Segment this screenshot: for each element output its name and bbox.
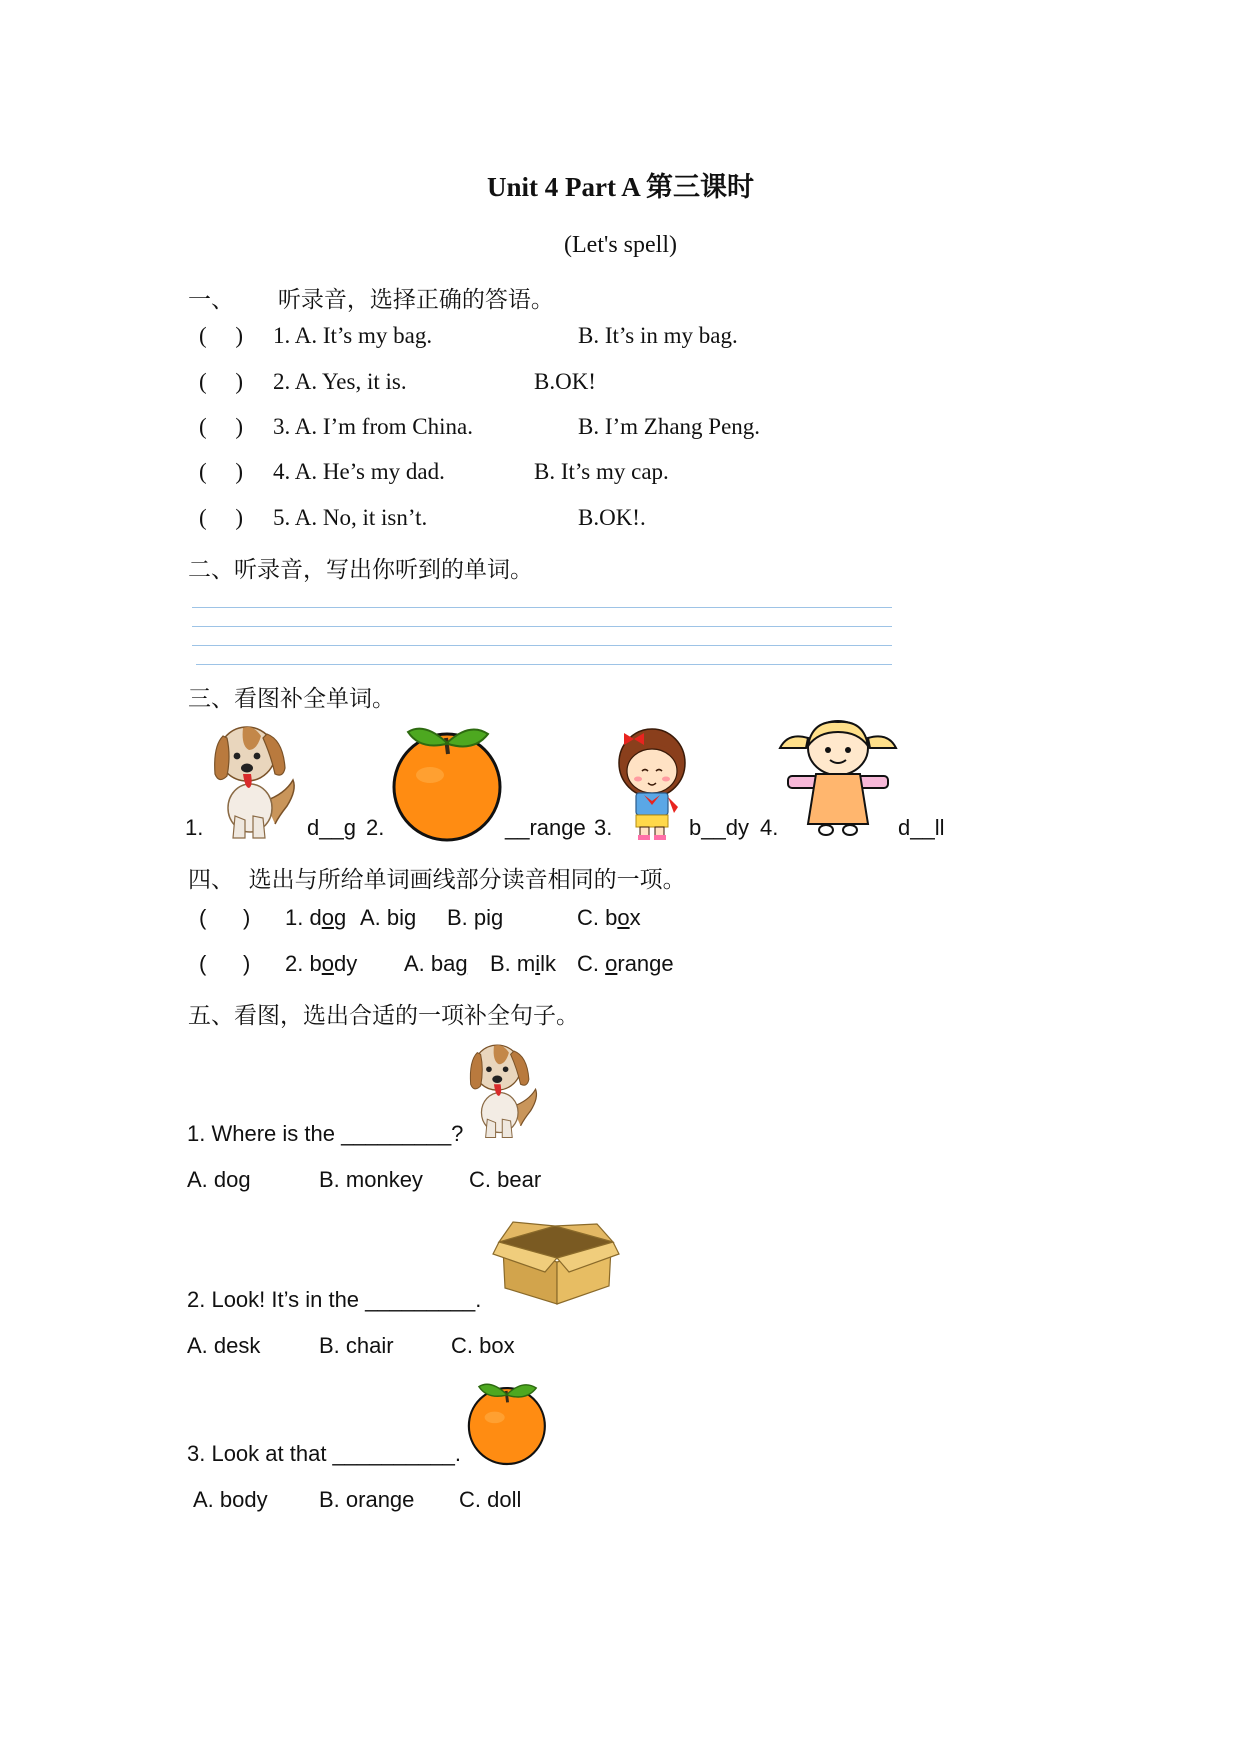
writing-line xyxy=(196,664,892,665)
orange-picture xyxy=(466,1378,552,1464)
option-a: 3. A. I’m from China. xyxy=(273,414,473,439)
option-b: B. It’s in my bag. xyxy=(578,323,738,348)
answer-paren: ( ) xyxy=(199,951,251,976)
page-title: Unit 4 Part A 第三课时 xyxy=(487,172,754,202)
section-3-heading: 三、看图补全单词。 xyxy=(188,686,395,712)
option-a: A. big xyxy=(360,905,417,930)
dog-picture xyxy=(205,716,310,841)
question-word: 1. dog xyxy=(285,905,347,930)
item-number: 2. xyxy=(366,815,385,840)
option-b: B. milk xyxy=(490,951,557,976)
option-a: A. bag xyxy=(404,951,468,976)
page-subtitle: (Let's spell) xyxy=(564,232,677,258)
option-b: B.OK! xyxy=(534,369,596,394)
question-sentence: 2. Look! It’s in the _________. xyxy=(187,1287,482,1312)
orange-picture xyxy=(390,720,510,840)
option-b: B. pig xyxy=(447,905,504,930)
option-b: B.OK!. xyxy=(578,505,646,530)
dog-picture xyxy=(462,1036,550,1140)
writing-line xyxy=(192,626,892,627)
word-blank: d__g xyxy=(307,815,356,840)
question-word: 2. body xyxy=(285,951,358,976)
option-a: 4. A. He’s my dad. xyxy=(273,459,445,484)
answer-paren: ( ) xyxy=(199,369,244,394)
item-number: 1. xyxy=(185,815,204,840)
section-5-heading: 五、看图，选出合适的一项补全句子。 xyxy=(188,1003,579,1029)
girl-picture xyxy=(612,723,692,841)
option-c: C. orange xyxy=(577,951,674,976)
box-picture xyxy=(493,1218,619,1306)
option-a: 5. A. No, it isn’t. xyxy=(273,505,428,530)
option-a: A. desk xyxy=(187,1333,261,1358)
option-c: C. bear xyxy=(469,1167,542,1192)
option-a: A. body xyxy=(193,1487,268,1512)
option-c: C. box xyxy=(577,905,641,930)
question-sentence: 1. Where is the _________? xyxy=(187,1121,464,1146)
option-b: B. monkey xyxy=(319,1167,423,1192)
option-b: B. orange xyxy=(319,1487,415,1512)
option-c: C. doll xyxy=(459,1487,522,1512)
answer-paren: ( ) xyxy=(199,905,251,930)
word-blank: d__ll xyxy=(898,815,945,840)
option-a: 1. A. It’s my bag. xyxy=(273,323,433,348)
option-b: B. chair xyxy=(319,1333,394,1358)
section-2-heading: 二、听录音，写出你听到的单词。 xyxy=(188,557,533,583)
answer-paren: ( ) xyxy=(199,505,244,530)
answer-paren: ( ) xyxy=(199,459,244,484)
option-b: B. I’m Zhang Peng. xyxy=(578,414,761,439)
doll-picture xyxy=(778,718,898,840)
option-b: B. It’s my cap. xyxy=(534,459,669,484)
answer-paren: ( ) xyxy=(199,414,244,439)
option-a: A. dog xyxy=(187,1167,251,1192)
word-blank: b__dy xyxy=(689,815,749,840)
writing-line xyxy=(192,607,892,608)
option-c: C. box xyxy=(451,1333,515,1358)
word-blank: __range xyxy=(505,815,586,840)
section-4-heading: 四、 选出与所给单词画线部分读音相同的一项。 xyxy=(188,867,686,893)
question-sentence: 3. Look at that __________. xyxy=(187,1441,462,1466)
answer-paren: ( ) xyxy=(199,323,244,348)
item-number: 4. xyxy=(760,815,779,840)
writing-line xyxy=(192,645,892,646)
option-a: 2. A. Yes, it is. xyxy=(273,369,407,394)
item-number: 3. xyxy=(594,815,613,840)
section-1-heading: 一、 听录音，选择正确的答语。 xyxy=(188,287,554,313)
